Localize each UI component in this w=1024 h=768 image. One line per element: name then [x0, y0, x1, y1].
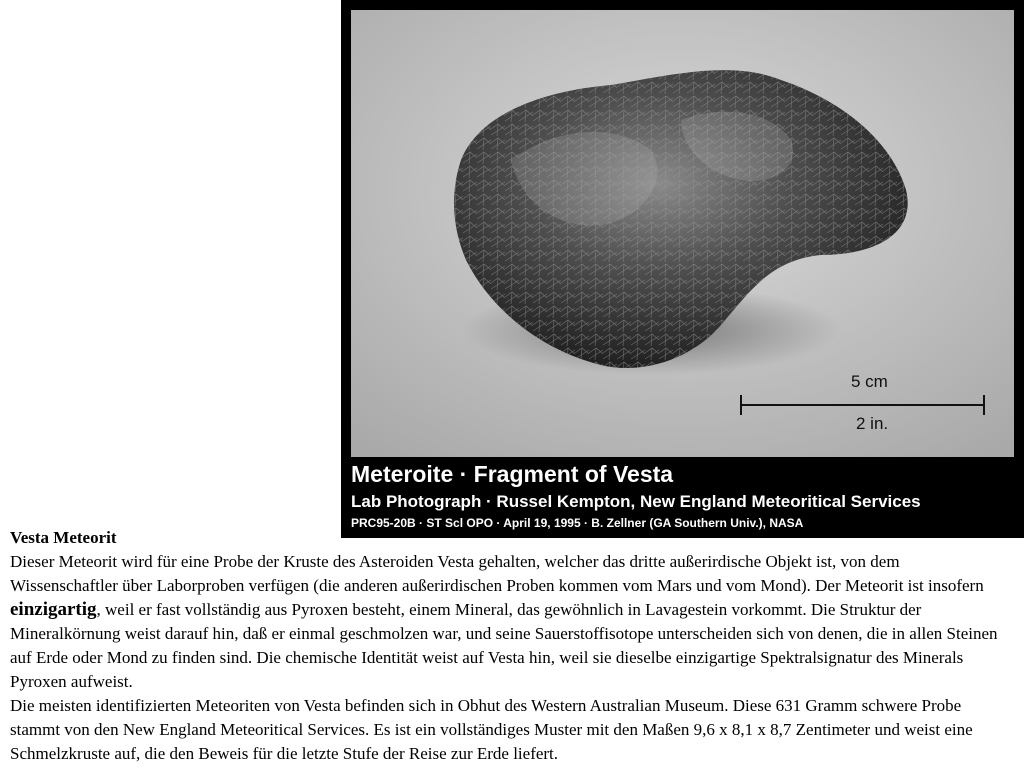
- article-text: [10, 526, 1010, 766]
- scale-metric-label: 5 cm: [851, 372, 888, 391]
- caption-credit: Lab Photograph · Russel Kempton, New England Meteoritical Services: [351, 492, 921, 511]
- article-paragraph-2: Die meisten identifizierten Meteoriten von Vesta befinden sich in Obhut des Western Australian Museum. Diese 631 Gramm schwere Probe stammt von den New England Meteoritical Services. Es ist ein vollständiges Muster mit den Maßen 9,6 x 8,1 x 8,7 Zentimeter und weist eine Schmelzkruste auf, die den Beweis für die letzte Stufe der Reise zur Erde liefert.: [10, 696, 973, 763]
- caption-reference: PRC95-20B · ST Scl OPO · April 19, 1995 · B. Zellner (GA Southern Univ.), NASA: [351, 516, 804, 530]
- article-paragraph-1: [10, 550, 1010, 694]
- photo-caption: [351, 460, 1011, 532]
- meteorite-photo: [351, 10, 1014, 457]
- scale-imperial-label: 2 in.: [856, 414, 889, 433]
- paragraph-1-start: Dieser Meteorit wird für eine Probe der Kruste des Asteroiden Vesta gehalten, welcher das dritte außerirdische Objekt ist, von dem Wissenschaftler über Laborproben verfügen (die anderen außerirdischen Proben kommen vom Mars und vom Mond). Der Meteorit ist insofern: [10, 552, 984, 595]
- meteorite-photo-frame: [341, 0, 1024, 538]
- emphasis-word: einzigartig: [10, 599, 97, 620]
- paragraph-1-end: , weil er fast vollständig aus Pyroxen besteht, einem Mineral, das gewöhnlich in Lavagestein vorkommt. Die Struktur der Mineralkörnung weist darauf hin, daß er einmal geschmolzen war, und seine Sauerstoffisotope unterscheiden sich von denen, die in allen Steinen auf Erde oder Mond zu finden sind. Die chemische Identität weist auf Vesta hin, weil sie dieselbe einzigartige Spektralsignatur des Minerals Pyroxen aufweist.: [10, 600, 998, 691]
- article-heading: Vesta Meteorit: [10, 528, 117, 547]
- caption-title: Meteroite · Fragment of Vesta: [351, 461, 674, 487]
